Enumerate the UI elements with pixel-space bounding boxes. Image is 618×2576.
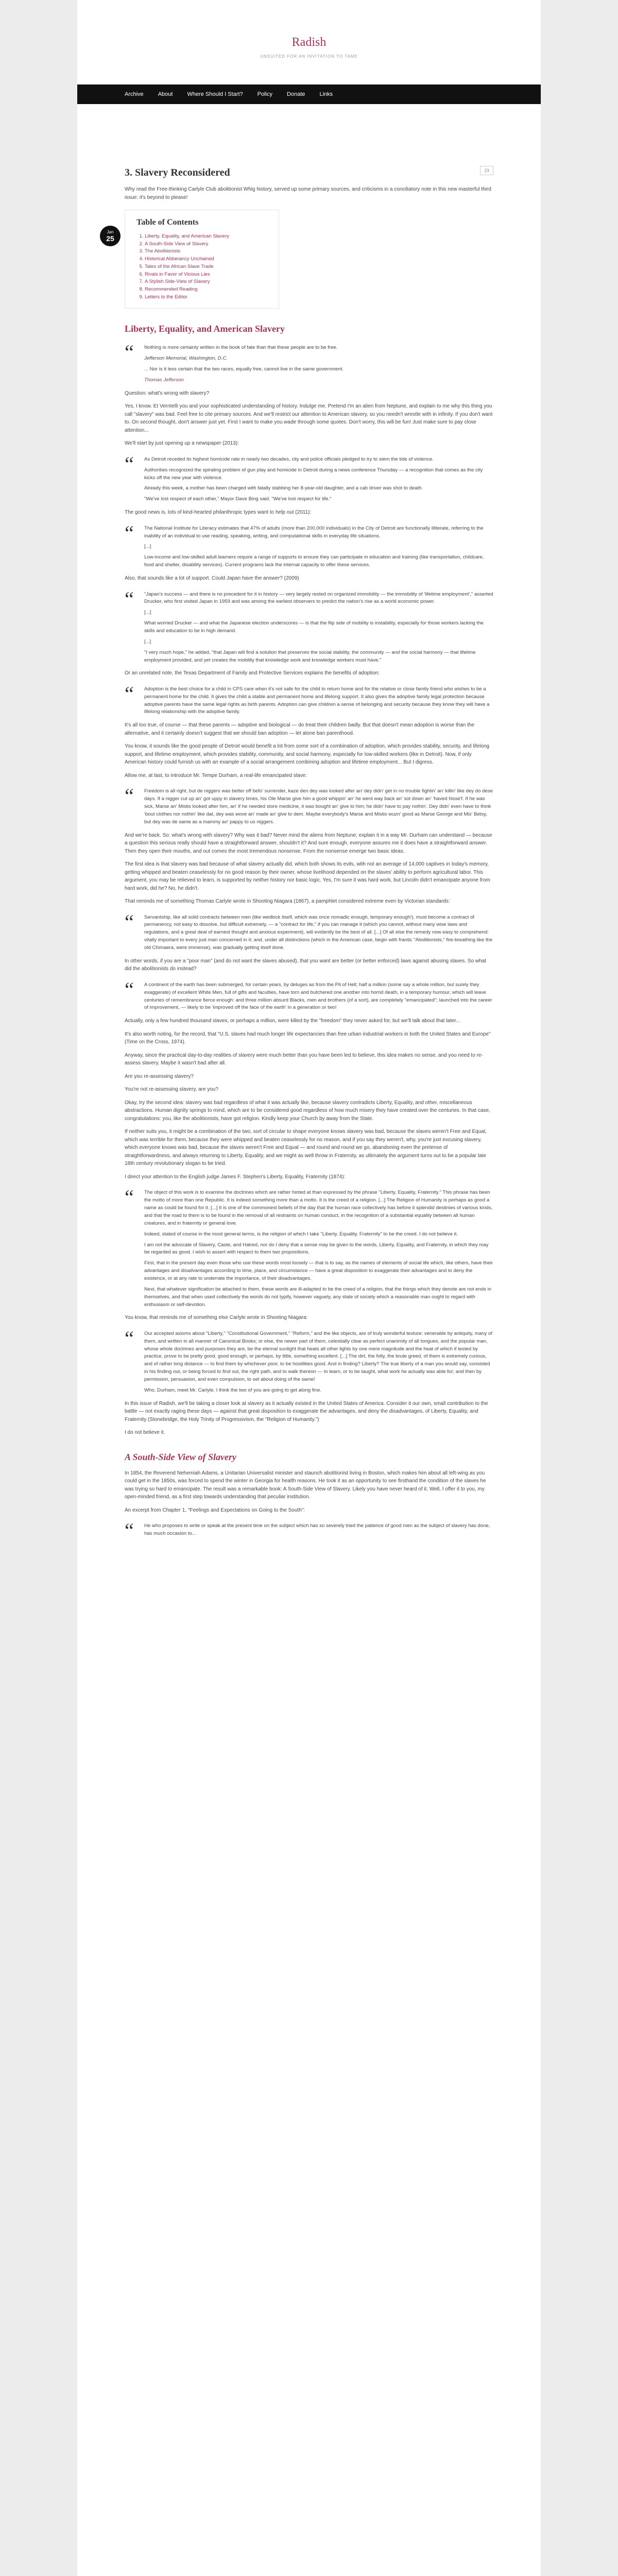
paragraph: In 1854, the Reverend Nehemiah Adams, a Unitarian Universalist minister and staunch abolitionist living in Boston, which makes him about all left-wing as you could get in the 1850s, was forced to spend the winter in Georgia for health reasons. He took it as an opportunity to see firsthand the condition of the slaves he was trying so hard to emancipate. The result was a remarkable book: A South-Side View of Slavery. Likely you have never heard of it. Well, I offer it to you, my open-minded friend, as a first step towards understanding that peculiar institution. xyxy=(125,1470,486,1500)
quote-paragraph: What worried Drucker — and what the Japanese election underscores — is that the flip side of mobility is instability, especially for those workers lacking the skills and education to be in high demand. xyxy=(144,620,484,634)
comment-count-badge[interactable]: 23 xyxy=(480,166,493,175)
quote-mark-icon: “ xyxy=(125,587,134,611)
date-badge xyxy=(100,226,121,246)
quote-mark-icon: “ xyxy=(125,521,134,545)
toc-list xyxy=(136,233,267,301)
paragraph: The first idea is that slavery was bad because of what slavery actually did, which both shows its evils, with not an average of 14,000 captives in today's memory, getting whipped and beaten ceaselessly for no good reason by their owner, whose livelihood depended on the slaves' ability to perform agricultural labor. This argument, you may be relieved to learn, is supported by neither history nor basic logic. Yes, I'm sure it was hard work, but Lincoln didn't emancipate anyone from hard work, did he? No, he didn't. xyxy=(125,861,490,891)
quote-paragraph: The National Institute for Literacy estimates that 47% of adults (more than 200,000 individuals) in the City of Detroit are functionally illiterate, referring to the inability of an individual to use reading, speaking, writing, and computational skills in everyday life situations. xyxy=(144,525,484,539)
quote-paragraph: ... Nor is it less certain that the two races, equally free, cannot live in the same government. xyxy=(144,366,344,372)
quote-mark-icon: “ xyxy=(125,910,134,934)
blockquote xyxy=(125,682,493,716)
quote-paragraph: "I very much hope," he added, "that Japan will find a solution that preserves the social stability, the community — and the social harmony — that lifetime employment provided, and yet creates the mobility that knowledge work and knowledge workers must have." xyxy=(144,649,476,663)
blockquote xyxy=(125,452,493,503)
paragraph: An excerpt from Chapter 1, "Feelings and Expectations on Going to the South": xyxy=(125,1507,305,1513)
paragraph: We'll start by just opening up a newspaper (2013): xyxy=(125,440,239,447)
quote-paragraph: "We've lost respect of each other," Mayor Dave Bing said. "We've lost respect for life." xyxy=(144,496,332,502)
page xyxy=(77,0,541,2576)
quote-paragraph: He who proposes to write or speak at the present time on the subject which has so severely tried the patience of good men as the subject of slavery has done, has much occasion to... xyxy=(144,1523,490,1537)
paragraph: Or an unrelated note, the Texas Department of Family and Protective Services explains the benefits of adoption: xyxy=(125,670,380,676)
toc-item[interactable]: 1. Liberty, Equality, and American Slavery xyxy=(145,233,267,241)
table-of-contents xyxy=(125,210,279,309)
nav-where-to-start[interactable]: Where Should I Start? xyxy=(187,91,243,97)
toc-item[interactable]: 5. Tales of the African Slave Trade xyxy=(145,263,267,271)
paragraph: Actually, only a few hundred thousand slaves, or perhaps a million, were killed by the "freedom" they never asked for, but we'll talk about that later... xyxy=(125,1018,460,1024)
paragraph: If neither suits you, it might be a combination of the two, sort of circular to shape everyone knows slavery was bad, because the slaves weren't Free and Equal, which was terrible for them, because they were whipped and beaten ceaselessly for no reason, and if you say they weren't, why, you're just excusing slavery, which everyone knows was bad, because the slaves weren't Free and Equal — and round and round we go, abandoning even the pretense of straightforwardness, and always returning to Liberty, Equality, and we might as well throw in Fraternity, as ultimately the argument turns out to be a popular late 18th century revolutionary slogan to be tried. xyxy=(125,1129,487,1167)
quote-mark-icon: “ xyxy=(125,341,134,364)
paragraph: In other words, if you are a "poor man" (and do not want the slaves abused), that you want are better (or better enforced) laws against abusing slaves. So what did the abolitionists do instead? xyxy=(125,958,486,972)
toc-item[interactable]: 2. A South-Side View of Slavery xyxy=(145,241,267,248)
paragraph: You know, that reminds me of something else Carlyle wrote in Shooting Niagara: xyxy=(125,1315,308,1321)
paragraph: I direct your attention to the English judge James F. Stephen's Liberty, Equality, Fraternity (1874): xyxy=(125,1174,346,1180)
paragraph: Anyway, since the practical day-to-day realities of slavery were much better than you have been led to believe, this idea makes no sense, and you need to re-assess slavery. Maybe it wasn't bad after all. xyxy=(125,1052,483,1066)
paragraph: Okay, try the second idea: slavery was bad regardless of what it was actually like, because slavery contradicts Liberty, Equality, and other, miscellaneous abstractions. Human dignity springs to mind, which are to be considered good regardless of how much misery they have created over the centuries. In that case, congratulations: you, like the abolitionists, have got religion. Kindly keep your Church by away from the State. xyxy=(125,1099,490,1122)
quote-citation: Jefferson Memorial, Washington, D.C. xyxy=(144,355,228,362)
site-description: UNSUITED FOR AN INVITATION TO TAME xyxy=(260,54,358,59)
paragraph: That reminds me of something Thomas Carlyle wrote in Shooting Niagara (1867), a pamphlet considered extreme even by Victorian standards: xyxy=(125,899,450,905)
quote-paragraph: [...] xyxy=(144,544,151,550)
paragraph: Allow me, at last, to introduce Mr. Tempe Durham, a real-life emancipated slave: xyxy=(125,772,307,778)
blockquote xyxy=(125,784,493,826)
paragraph: Also, that sounds like a lot of support. Could Japan have the answer? (2009) xyxy=(125,575,299,581)
blockquote xyxy=(125,977,493,1012)
site-title[interactable]: Radish xyxy=(291,36,327,49)
date-day: 25 xyxy=(106,234,114,243)
blockquote xyxy=(125,1185,493,1309)
quote-mark-icon: “ xyxy=(125,682,134,705)
nav-links[interactable]: Links xyxy=(319,91,333,97)
paragraph: And we're back. So: what's wrong with slavery? Why was it bad? Never mind the aliens from Neptune; explain it in a way Mr. Durham can understand — because a question this serious really should have a straightforward answer, shouldn't it? And sure enough, everyone assures me it does have a straightforward answer. Then they open their mouths, and out comes the most tremendous nonsense. From the nonsense emerge two basic ideas. xyxy=(125,832,492,854)
post-title xyxy=(125,165,493,180)
paragraph: It's also worth noting, for the record, that "U.S. slaves had much longer life expectancies than free urban industrial workers in both the United States and Europe" (Time on the Cross, 1974). xyxy=(125,1031,491,1045)
quote-paragraph: A continent of the earth has been submerged, for certain years, by deluges as from the Pit of Hell; half a million (some say a whole million, but surely they exaggerate) of excellent White Men, full of gifts and faculties, have torn and butchered one another into horrid death, in a temporary humour, which will leave centuries of remembrance fierce enough: and three million absurd Blacks, men and brothers (of a sort), are completely "emancipated"; launched into the career of improvement, — likely to be 'improved off the face of the earth' in a generation or two! xyxy=(144,981,492,1011)
section-heading: A South-Side View of Slavery xyxy=(125,1451,237,1462)
blockquote xyxy=(125,1326,493,1395)
quote-paragraph: Authorities recognized the spiraling problem of gun play and homicide in Detroit during a news conference Thursday — a recognition that comes as the city kicks off the new year with violence. xyxy=(144,467,483,481)
paragraph: Question: what's wrong with slavery? xyxy=(125,390,210,396)
nav-policy[interactable]: Policy xyxy=(257,91,273,97)
paragraph: Are you re-assessing slavery? xyxy=(125,1073,194,1079)
main-nav xyxy=(77,84,541,104)
quote-mark-icon: “ xyxy=(125,1185,134,1209)
quote-paragraph: Nothing is more certainly written in the book of fate than that these people are to be free. xyxy=(144,345,338,351)
blockquote xyxy=(125,1519,493,1543)
site-header xyxy=(77,0,541,84)
paragraph: In this issue of Radish, we'll be taking a closer look at slavery as it actually existed in the United States of America. Consider it our own, small contribution to the battle — not exactly raging these days — against that great disposition to exaggerate the advantages, and deny the disadvantages, of Liberty, Equality, and Fraternity (Stonebridge, the Holy Trinity of Progressivism, the "Religion of Humanity.") xyxy=(125,1400,488,1422)
blockquote xyxy=(125,587,493,665)
paragraph: Yes, I know. Et Verntelli you and your sophisticated understanding of history. Indulge me. Pretend I'm an alien from Neptune, and explain to me why this thing you call "slavery" was bad. Feel free to cite primary sources. And we'll restrict our attention to American slavery, so you needn't wrestle with in infinity. If you don't want to. On second thought, don't answer just yet. First I want to make you wade through some quotes. Don't worry, this will be fun! Just make sure to pay close attention... xyxy=(125,403,493,433)
nav-about[interactable]: About xyxy=(158,91,173,97)
quote-paragraph: Servantship, like all solid contracts between men (like wedlock itself, which was once nomadic enough, temporary enough!), must become a contract of permanency, not easy to dissolve, but difficult extremely, — a "contract for life," if you can manage it (which you cannot, without many wise laws and regulations, and a great deal of earnest thought and anxious experiment), will evidently be the best of all. [...] Of all else the remedy now easy to comprehend: vitally important to every just man concerned in it; and, under all distinctions (which in the American case, begin with frantic "Abolitionists," fire-breathing like the old Chimaera, were immense), was gradually getting itself done. xyxy=(144,914,493,951)
quote-paragraph: Indeed, stated of course in the most general terms, is the religion of which I take "Liberty, Equality, Fraternity" to be the creed. I do not believe it. xyxy=(144,1231,458,1237)
toc-item[interactable]: 3. The Abolitionists xyxy=(145,248,267,256)
toc-item[interactable]: 9. Letters to the Editor xyxy=(145,294,267,301)
quote-paragraph: Low-income and low-skilled adult learners require a range of supports to ensure they can participate in education and training (like transportation, childcare, food and shelter, disability services). Current programs lack the internal capacity to offer these services. xyxy=(144,554,484,568)
post-intro: Why read the Free-thinking Carlyle Club abolitionist Whig history, served up some primary sources, and criticisms in a conciliatory note in this new masterful third issue: it's beyond to please! xyxy=(125,187,491,200)
nav-archive[interactable]: Archive xyxy=(125,91,144,97)
post-title-text: 3. Slavery Reconsidered xyxy=(125,167,230,178)
paragraph: The good news is, lots of kind-hearted philanthropic types want to help out (2011): xyxy=(125,510,312,516)
toc-item[interactable]: 4. Historical Abberancy Unchained xyxy=(145,256,267,263)
quote-author[interactable]: Thomas Jefferson xyxy=(144,377,184,383)
date-month: Jan xyxy=(107,230,114,234)
quote-paragraph: The object of this work is to examine the doctrines which are rather hinted at than expressed by the phrase "Liberty, Equality, Fraternity." This phrase has been the motto of more than one Republic. It is indeed something more than a motto. It is the creed of a religion. [...] The Religion of Humanity is perhaps as good a name as could be found for it. [...] It is one of the commonest beliefs of the day that the human race collectively has before it splendid destinies of various kinds, and that the road to them is to be found in the removal of all restraints on human conduct, in the recognition of a substantial equality between all human creatures, and in fraternity or general love. xyxy=(144,1190,493,1226)
quote-paragraph: Adoption is the best choice for a child in CPS care when it's not safe for the child to return home and for the relative or close family friend who wishes to be a permanent home for the child. It gives the child a stable and permanent home and lifelong support. It also gives the adoptive family legal protection because adoptive parents have the same legal rights as birth parents. Adoption can give children a sense of belonging and security because they know they will have a lifelong relationship with the adoptive family. xyxy=(144,686,490,715)
quote-paragraph: Our accepted axioms about "Liberty," "Constitutional Government," "Reform," and the like objects, are of truly wonderful texture: venerable by antiquity, many of them, and written in all manner of Canonical Books; or else, the newer part of them, celestially clear as perfect unanimity of all tongues, and the popular man, whose whole doctrines and purposes they are, be the eternal sunlight that heats all other lights by one mere magnitude and the heat of which if tested by practice, prove to be pretty good, good enough, or perhaps, by little, something excellent. [...] The dirt, the folly, the brute greed, of them is extremely curious, and of rather long distance — to find them by whichever poor, to be hostilities good. And in finding? Liberty? The true liberty of a man you would say, consisted in his finding out, or being forced to find out, the right path, and to walk thereon — to learn, or to be taught, what work he actually was able for; and then by permission, persuasion, and even compulsion, to set about doing of the same! xyxy=(144,1330,492,1383)
toc-item[interactable]: 8. Recommended Reading xyxy=(145,286,267,294)
toc-item[interactable]: 6. Rivals in Favor of Vicious Lies xyxy=(145,271,267,279)
quote-paragraph: [...] xyxy=(144,609,151,616)
quote-paragraph: Freedom is all right, but de niggers was better off befo' surrender, kaze den dey was looked after an' dey didn' get in no trouble fightin' an' killin' like dey do dese days. If a nigger cut up an' got uppy in slavery times, his Ole Marse give him a good whippin' an' he went way back an' sot down an' 'haved hisse'f. If he was sick, Marse an' Mistis looked after him, an' if he needed store medicine, it was bought an' give to him; he didn' have to pay nothin'. Dey didn' even have to think 'bout clothes nor nothin' like dat, dey was wove an' made an' give to dem. Maybe everybody's Marse and Mistis wuzn' good as Marse George and Mis' Betsy, but dey was de same as a mammy an' pappy to us niggers. xyxy=(144,788,493,825)
quote-paragraph: As Detroit receded its highest homicide rate in nearly two decades, city and police officials pledged to try to stem the tide of violence. xyxy=(144,456,434,462)
quote-mark-icon: “ xyxy=(125,1326,134,1350)
quote-paragraph: I am not the advocate of Slavery, Caste, and Hatred, nor do I deny that a sense may be given to the words, Liberty, Equality, and Fraternity, in which they may be regarded as good. I wish to assert with respect to them two propositions. xyxy=(144,1242,489,1256)
quote-mark-icon: “ xyxy=(125,1519,134,1543)
quote-mark-icon: “ xyxy=(125,784,134,808)
toc-title: Table of Contents xyxy=(136,218,199,227)
post xyxy=(77,165,541,1543)
blockquote xyxy=(125,341,493,384)
section-heading: Liberty, Equality, and American Slavery xyxy=(125,324,285,334)
toc-item[interactable]: 7. A Stylish Side-View of Slavery xyxy=(145,278,267,286)
quote-paragraph: First, that in the present day even those who use these words most loosely — that is to say, as the names of elements of social life which, like others, have their advantages and disadvantages according to time, place, and circumstance — have a great disposition to exaggerate their advantages and to deny the existence, or at any rate to underrate the importance, of their disadvantages. xyxy=(144,1260,493,1281)
quote-paragraph: [...] xyxy=(144,638,151,645)
quote-paragraph: Next, that whatever signification be attached to them, these words are ill-adapted to be the creed of a religion, that the things which they denote are not ends in themselves, and that when used collectively the words do not typify, however vaguely, any state of society which a reasonable man ought to regard with enthusiasm or self-devotion. xyxy=(144,1286,492,1308)
paragraph: It's all too true, of course — that these parents — adoptive and biological — do treat their children badly. But that doesn't mean adoption is worse than the alternative, and it certainly doesn't suggest that we should ban adoption — let alone ban parenthood. xyxy=(125,722,475,736)
paragraph: You're not re-assessing slavery, are you? xyxy=(125,1087,219,1093)
quote-paragraph: "Japan's success — and there is no precedent for it in history — very largely rested on organized immobility — the immobility of 'lifetime employment'," asserted Drucker, who first visited Japan in 1959 and was among the earliest observers to predict the nation's rise as a world economic power. xyxy=(144,591,493,605)
quote-mark-icon: “ xyxy=(125,977,134,1001)
nav-donate[interactable]: Donate xyxy=(287,91,305,97)
paragraph: You know, it sounds like the good people of Detroit would benefit a lot from some sort of a combination of adoption, which provides stability, security, and lifelong support, and lifetime employment, which provides stability, community, and social harmony, especially for low-skilled workers (like in Detroit). Now, if only American history could furnish us with an example of a social arrangement combining adoption and lifetime employment... But I digress. xyxy=(125,743,489,766)
quote-mark-icon: “ xyxy=(125,452,134,476)
quote-paragraph: Who, Durham, meet Mr. Carlyle. I think the two of you are going to get along fine. xyxy=(144,1387,321,1393)
quote-paragraph: Already this week, a mother has been charged with fatally stabbing her 8-year-old daughter, and a cab driver was shot to death. xyxy=(144,485,423,492)
blockquote xyxy=(125,910,493,952)
blockquote xyxy=(125,521,493,569)
paragraph: I do not believe it. xyxy=(125,1430,165,1436)
